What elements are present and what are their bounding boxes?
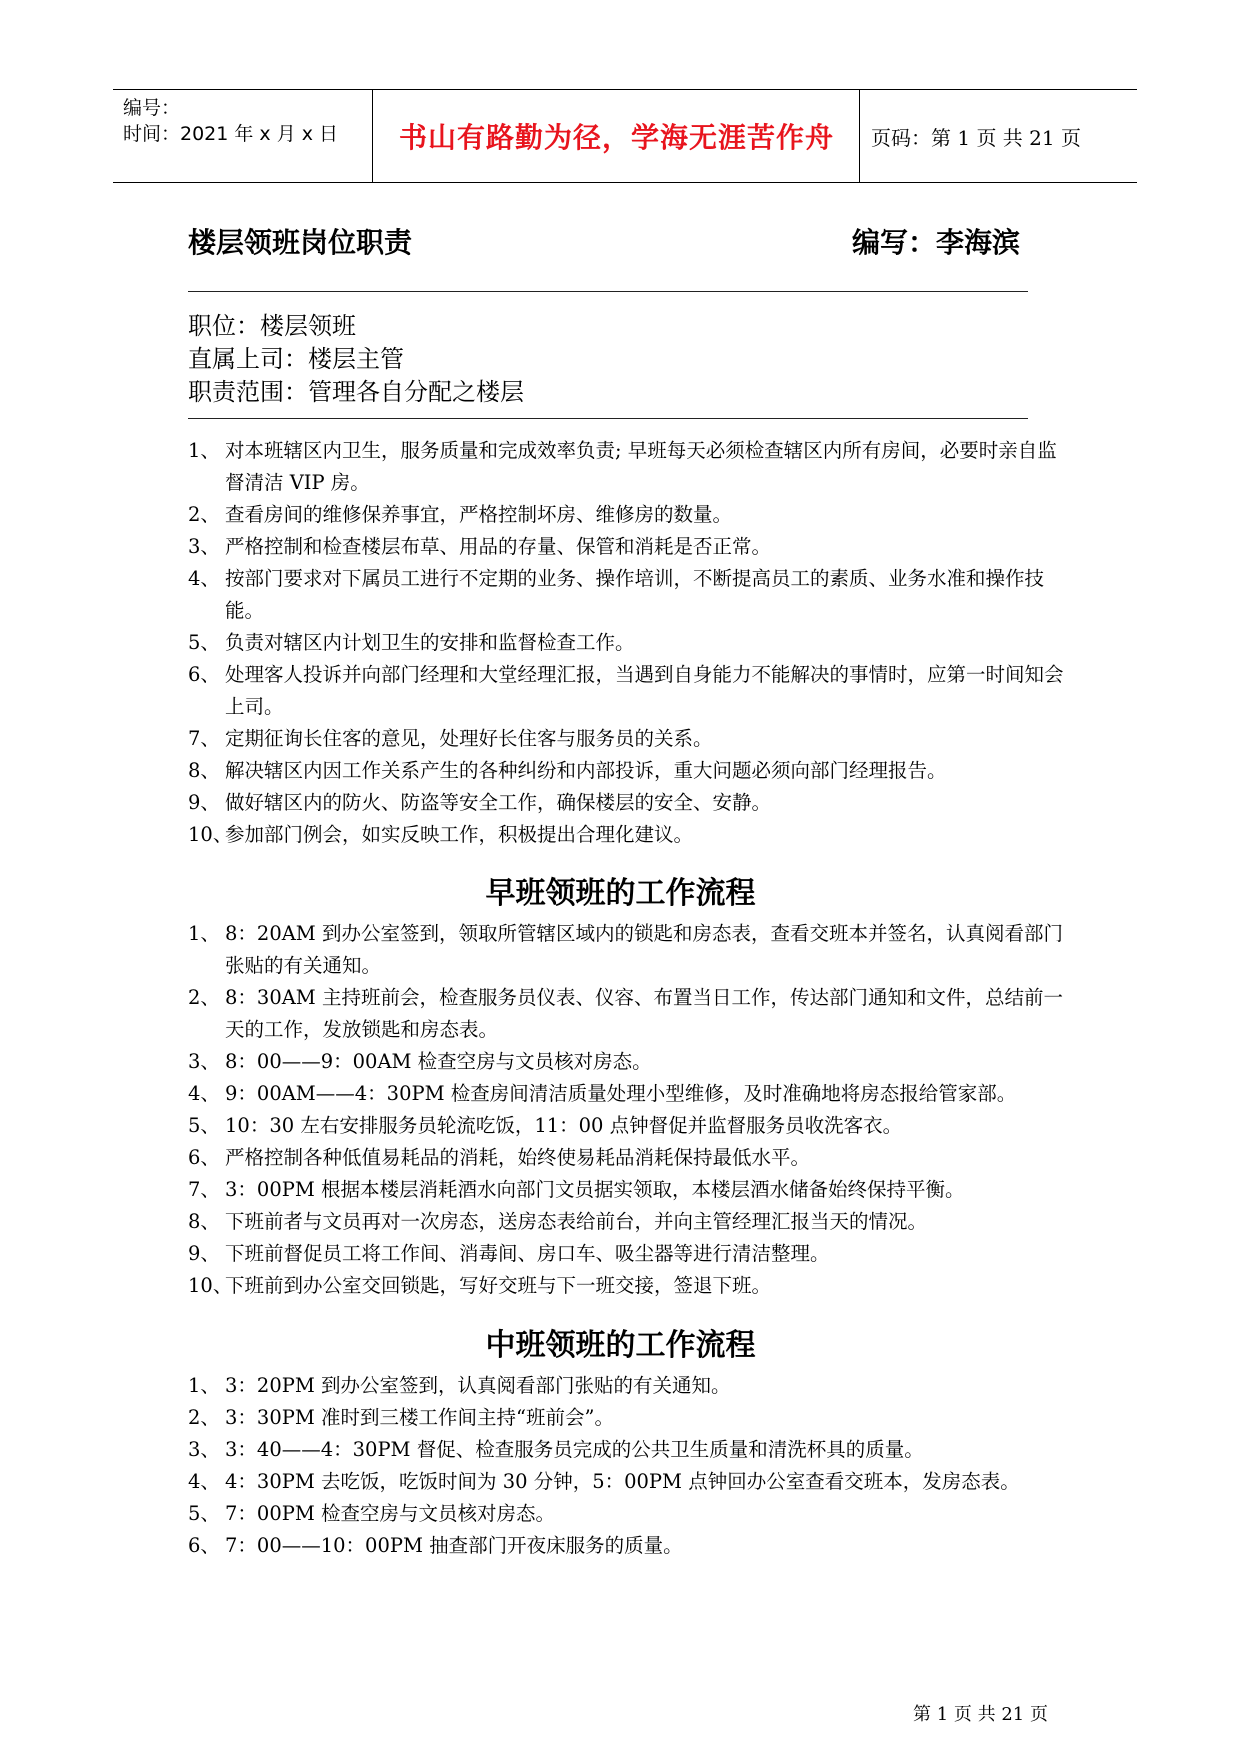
list-item: 9、 下班前督促员工将工作间、消毒间、房口车、吸尘器等进行清洁整理。 [188, 1242, 830, 1265]
page-header [113, 89, 1137, 183]
scope-line: 职责范围：管理各自分配之楼层 [188, 378, 524, 406]
header-motto: 书山有路勤为径，学海无涯苦作舟 [398, 121, 834, 154]
list-item: 8、 解决辖区内因工作关系产生的各种纠纷和内部投诉，重大问题必须向部门经理报告。 [188, 759, 947, 782]
divider-line [188, 291, 1028, 292]
list-item: 3、 8：00——9：00AM 检查空房与文员核对房态。 [188, 1050, 652, 1073]
header-left-cell [113, 90, 373, 182]
divider-line [188, 418, 1028, 419]
list-item: 10、 参加部门例会，如实反映工作，积极提出合理化建议。 [188, 823, 694, 846]
list-item: 1、 对本班辖区内卫生，服务质量和完成效率负责; 早班每天必须检查辖区内所有房间，必要时亲自监督清洁 VIP 房。 [188, 439, 1057, 494]
list-item: 5、 10：30 左右安排服务员轮流吃饭，11：00 点钟督促并监督服务员收洗客衣。 [188, 1114, 903, 1137]
header-page-info: 页码：第 1 页 共 21 页 [871, 125, 1081, 150]
list-item: 10、 下班前到办公室交回锁匙，写好交班与下一班交接，签退下班。 [188, 1274, 772, 1297]
header-right-cell [861, 90, 1137, 182]
list-item: 6、 严格控制各种低值易耗品的消耗，始终使易耗品消耗保持最低水平。 [188, 1146, 811, 1169]
list-item: 7、 3：00PM 根据本楼层消耗酒水向部门文员据实领取，本楼层酒水储备始终保持平衡。 [188, 1178, 965, 1201]
list-item: 4、 9：00AM——4：30PM 检查房间清洁质量处理小型维修，及时准确地将房态报给管家部。 [188, 1082, 1017, 1105]
page-footer: 第 1 页 共 21 页 [913, 1704, 1048, 1725]
header-center-cell [374, 90, 860, 182]
list-item: 6、 处理客人投诉并向部门经理和大堂经理汇报，当遇到自身能力不能解决的事情时，应第一时间知会上司。 [188, 663, 1064, 718]
document-number-label: 编号： [123, 97, 181, 119]
morning-shift-heading: 早班领班的工作流程 [485, 876, 756, 911]
morning-shift-list [188, 918, 1068, 1302]
list-item: 3、 严格控制和检查楼层布草、用品的存量、保管和消耗是否正常。 [188, 535, 772, 558]
list-item: 2、 8：30AM 主持班前会，检查服务员仪表、仪容、布置当日工作，传达部门通知和文件，总结前一天的工作，发放锁匙和房态表。 [188, 986, 1063, 1041]
list-item: 9、 做好辖区内的防火、防盗等安全工作，确保楼层的安全、安静。 [188, 791, 772, 814]
list-item: 7、 定期征询长住客的意见，处理好长住客与服务员的关系。 [188, 727, 713, 750]
list-item: 4、 按部门要求对下属员工进行不定期的业务、操作培训，不断提高员工的素质、业务水准和操作技能。 [188, 567, 1045, 622]
position-line: 职位：楼层领班 [188, 312, 356, 340]
list-item: 5、 负责对辖区内计划卫生的安排和监督检查工作。 [188, 631, 635, 654]
list-item: 5、 7：00PM 检查空房与文员核对房态。 [188, 1502, 556, 1525]
supervisor-line: 直属上司：楼层主管 [188, 345, 404, 373]
list-item: 2、 3：30PM 准时到三楼工作间主持“班前会”。 [188, 1406, 614, 1429]
list-item: 6、 7：00——10：00PM 抽查部门开夜床服务的质量。 [188, 1534, 683, 1557]
middle-shift-heading: 中班领班的工作流程 [485, 1328, 756, 1363]
list-item: 8、 下班前者与文员再对一次房态，送房态表给前台，并向主管经理汇报当天的情况。 [188, 1210, 928, 1233]
document-date-label: 时间：2021 年 x 月 x 日 [123, 123, 339, 145]
list-item: 4、 4：30PM 去吃饭，吃饭时间为 30 分钟，5：00PM 点钟回办公室查看交班本，发房态表。 [188, 1470, 1020, 1493]
list-item: 3、 3：40——4：30PM 督促、检查服务员完成的公共卫生质量和清洗杯具的质量。 [188, 1438, 924, 1461]
list-item: 1、 3：20PM 到办公室签到，认真阅看部门张贴的有关通知。 [188, 1374, 731, 1397]
duties-list [188, 435, 1068, 851]
middle-shift-list [188, 1370, 1068, 1562]
document-author: 编写：李海滨 [852, 226, 1021, 259]
list-item: 2、 查看房间的维修保养事宜，严格控制坏房、维修房的数量。 [188, 503, 733, 526]
list-item: 1、 8：20AM 到办公室签到，领取所管辖区域内的锁匙和房态表，查看交班本并签名，认真阅看部门张贴的有关通知。 [188, 922, 1063, 977]
document-title: 楼层领班岗位职责 [188, 226, 413, 259]
